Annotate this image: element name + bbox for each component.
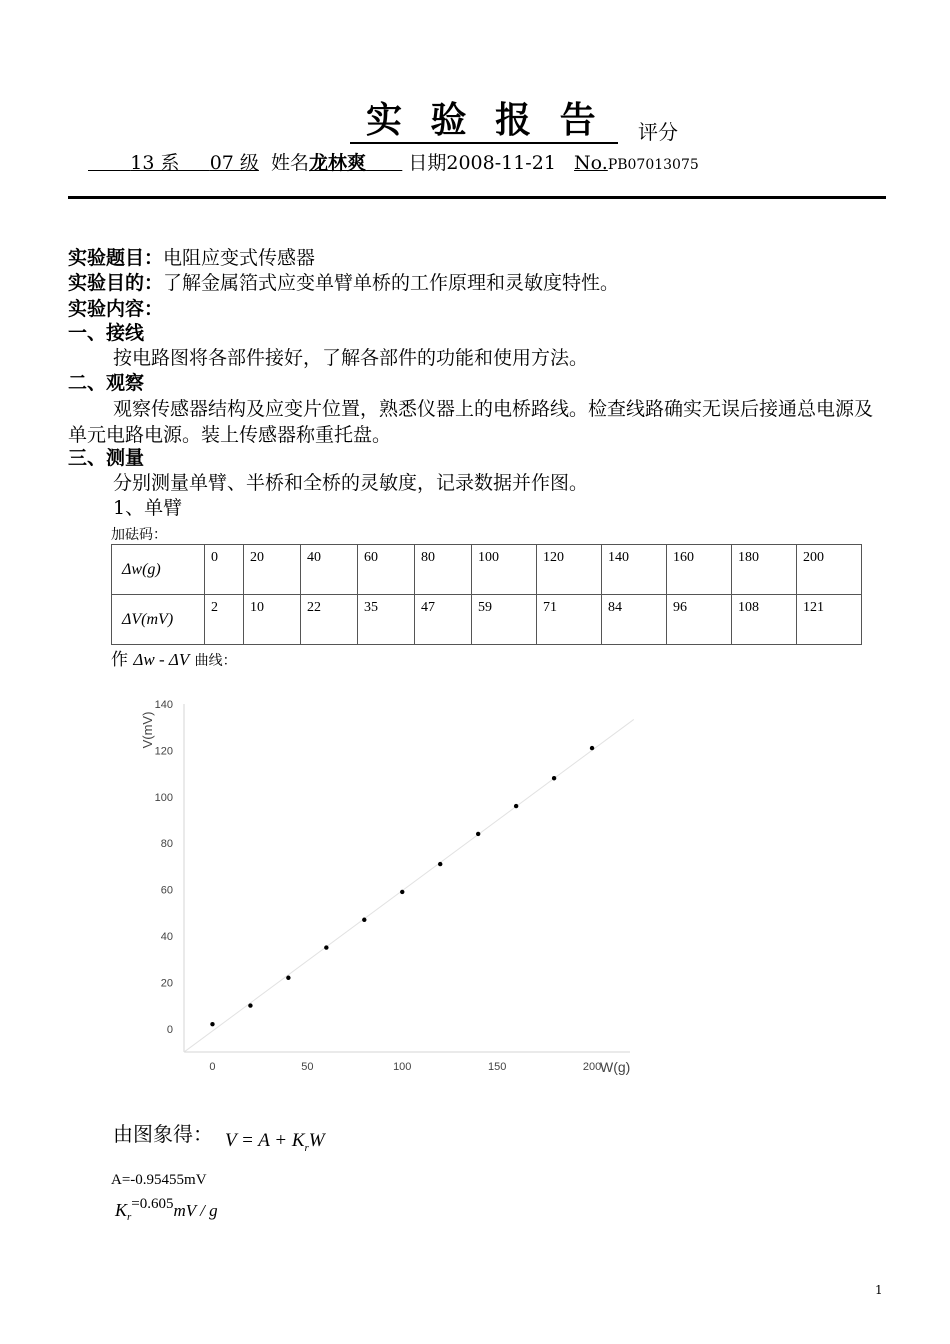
table-row-weights <box>112 545 862 595</box>
result-A: A=-0.95455mV <box>111 1172 207 1188</box>
curve-caption: 作 Δw - ΔV 曲线： <box>111 650 237 670</box>
name-label: 姓名 <box>271 152 310 174</box>
x-axis-label: W(g) <box>600 1059 631 1075</box>
table-cell-voltage: 96 <box>667 595 732 645</box>
table-cell-weight: 140 <box>602 545 667 595</box>
table-cell-voltage: 71 <box>537 595 602 645</box>
table-cell-voltage: 108 <box>732 595 797 645</box>
section-wiring-text: 按电路图将各部件接好，了解各部件的功能和使用方法。 <box>113 347 589 369</box>
K-value: =0.605 <box>131 1196 174 1212</box>
data-point <box>400 890 404 894</box>
y-axis-label: V(mV) <box>140 711 155 749</box>
table-cell-voltage: 35 <box>358 595 415 645</box>
no-label: No. <box>574 152 608 174</box>
table-cell-weight: 0 <box>205 545 244 595</box>
fit-equation: $V = A + K_rW$ <box>225 1130 325 1154</box>
curve-math: Δw - ΔV <box>133 650 190 669</box>
topic-label: 实验题目： <box>68 247 164 269</box>
y-tick-label: 80 <box>160 838 173 851</box>
data-point <box>590 746 594 750</box>
y-tick-label: 40 <box>160 931 173 943</box>
table-cell-weight: 100 <box>472 545 537 595</box>
data-point <box>476 832 480 836</box>
row-label-weight: Δw(g) <box>112 545 205 595</box>
purpose-text: 了解金属箔式应变单臂单桥的工作原理和灵敏度特性。 <box>163 272 620 294</box>
y-tick-label: 60 <box>160 884 173 897</box>
report-title: 实 验 报 告 <box>350 98 618 144</box>
x-tick-label: 100 <box>393 1061 412 1073</box>
student-name: 龙林爽 <box>309 152 367 174</box>
y-tick-label: 0 <box>166 1023 173 1036</box>
table-cell-voltage: 2 <box>205 595 244 645</box>
topic-text: 电阻应变式传感器 <box>163 247 316 269</box>
table-cell-voltage: 47 <box>415 595 472 645</box>
x-tick-label: 50 <box>301 1061 314 1073</box>
section-observe-title: 二、观察 <box>68 372 145 394</box>
table-cell-voltage: 84 <box>602 595 667 645</box>
data-points <box>210 746 594 1026</box>
data-point <box>438 862 442 866</box>
section-wiring-title: 一、接线 <box>68 322 145 344</box>
fit-line <box>184 719 634 1052</box>
table-cell-voltage: 121 <box>797 595 862 645</box>
y-tick-label: 140 <box>154 699 173 711</box>
data-point <box>210 1022 214 1026</box>
y-tick-label: 120 <box>154 745 173 758</box>
table-cell-weight: 200 <box>797 545 862 595</box>
table-cell-weight: 80 <box>415 545 472 595</box>
weights-caption: 加砝码： <box>111 527 167 543</box>
section-observe-text: 观察传感器结构及应变片位置，熟悉仪器上的电桥路线。检查线路确实无误后接通总电源及单元电路电源。装上传感器称重托盘。 <box>68 398 874 446</box>
table-cell-weight: 20 <box>244 545 301 595</box>
content-label: 实验内容： <box>68 298 164 320</box>
table-cell-voltage: 59 <box>472 595 537 645</box>
table-cell-weight: 180 <box>732 545 797 595</box>
y-tick-label: 100 <box>154 791 173 804</box>
date-value: 2008-11-21 <box>446 152 556 174</box>
x-tick-label: 150 <box>487 1061 507 1073</box>
table-cell-voltage: 22 <box>301 595 358 645</box>
table-cell-weight: 120 <box>537 545 602 595</box>
data-table <box>111 544 862 645</box>
data-point <box>286 976 290 980</box>
data-point <box>362 918 366 922</box>
data-point <box>514 804 518 808</box>
student-info-line <box>88 148 699 175</box>
score-label: 评分 <box>638 120 678 144</box>
data-point <box>552 776 556 780</box>
table-cell-voltage: 10 <box>244 595 301 645</box>
result-K: $K_r=0.605mV / g$ <box>115 1196 218 1223</box>
table-row-voltage <box>112 595 862 645</box>
K-unit: mV / g <box>173 1201 218 1220</box>
section-measure-title: 三、测量 <box>68 447 145 469</box>
student-number: PB07013075 <box>607 157 699 173</box>
section-measure-text: 分别测量单臂、半桥和全桥的灵敏度，记录数据并作图。 <box>113 472 589 494</box>
row-label-voltage: ΔV(mV) <box>112 595 205 645</box>
table-cell-weight: 60 <box>358 545 415 595</box>
x-tick-label: 0 <box>209 1061 216 1073</box>
page-number: 1 <box>875 1283 883 1297</box>
purpose-label: 实验目的： <box>68 272 164 294</box>
y-tick-labels <box>155 699 173 1036</box>
table-cell-weight: 40 <box>301 545 358 595</box>
dept: 13 系 07 级 <box>130 152 259 174</box>
scatter-chart <box>130 690 650 1090</box>
x-tick-labels <box>209 1061 601 1073</box>
y-tick-label: 20 <box>160 977 173 990</box>
header-rule <box>68 196 886 199</box>
date-label: 日期 <box>408 152 447 174</box>
result-prefix: 由图象得： <box>113 1122 213 1146</box>
x-tick-label: 200 <box>582 1061 602 1073</box>
data-point <box>248 1003 252 1007</box>
data-point <box>324 945 328 949</box>
table-cell-weight: 160 <box>667 545 732 595</box>
purpose-line <box>68 271 619 296</box>
subsection-single-arm: 1、单臂 <box>113 497 183 519</box>
topic-line <box>68 246 315 271</box>
